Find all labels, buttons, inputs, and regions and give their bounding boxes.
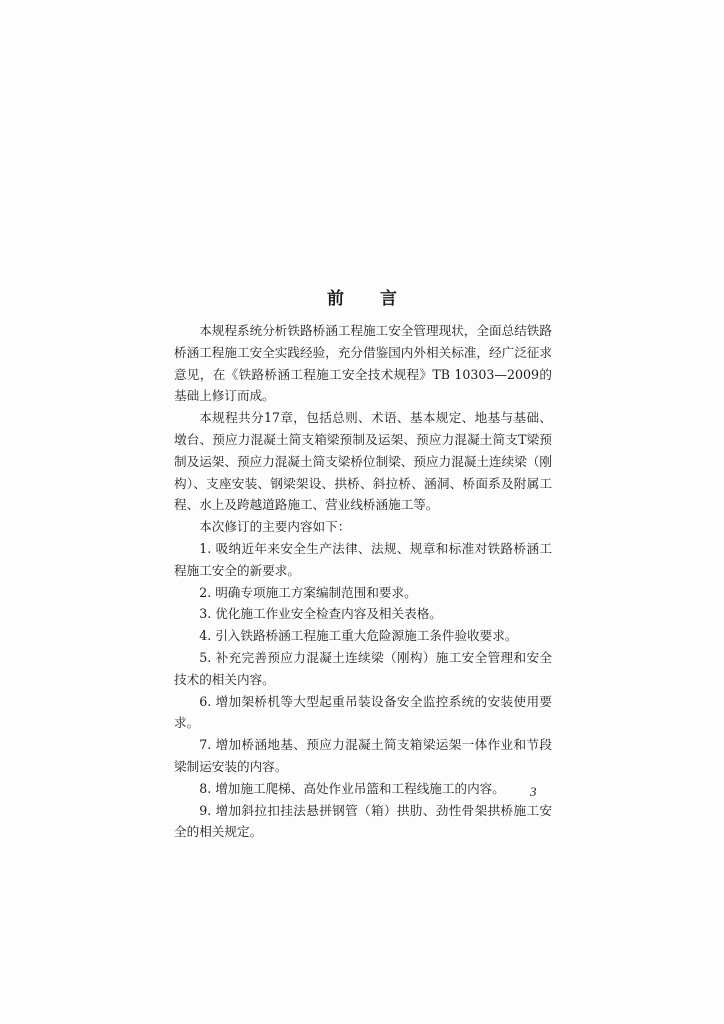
revision-item-7: 7. 增加桥涵地基、预应力混凝土简支箱梁运架一体作业和节段梁制运安装的内容。 (174, 737, 552, 774)
title-char-2: 言 (380, 289, 397, 309)
preface-body (174, 320, 552, 843)
revision-item-6: 6. 增加架桥机等大型起重吊装设备安全监控系统的安装使用要求。 (174, 693, 552, 731)
page-number: 3 (530, 784, 537, 799)
revision-item-1: 1. 吸纳近年来安全生产法律、法规、规章和标准对铁路桥涵工程施工安全的新要求。 (174, 540, 552, 578)
title-char-1: 前 (327, 289, 344, 309)
revision-item-8: 8. 增加施工爬梯、高处作业吊篮和工程线施工的内容。 (199, 780, 505, 796)
revision-item-5: 5. 补充完善预应力混凝土连续梁（刚构）施工安全管理和安全技术的相关内容。 (174, 649, 552, 687)
paragraph-scope: 本规程共分17章，包括总则、术语、基本规定、地基与基础、墩台、预应力混凝土简支箱梁预制及运架、预应力混凝土简支T梁预制及运架、预应力混凝土简支梁桥位制梁、预应力混凝土连续梁（刚构）、支座安装、钢梁架设、拱桥、斜拉桥、涵洞、桥面系及附属工程、水上及跨越道路施工、营业线桥涵施工等。 (174, 410, 552, 513)
revision-item-3: 3. 优化施工作业安全检查内容及相关表格。 (199, 606, 442, 622)
revision-item-4: 4. 引入铁路桥涵工程施工重大危险源施工条件验收要求。 (199, 628, 518, 644)
page-title (0, 284, 724, 309)
revision-item-9: 9. 增加斜拉扣挂法悬拼钢管（箱）拱肋、劲性骨架拱桥施工安全的相关规定。 (174, 802, 552, 840)
paragraph-revision-lead: 本次修订的主要内容如下： (199, 519, 351, 535)
revision-item-2: 2. 明确专项施工方案编制范围和要求。 (199, 584, 417, 600)
paragraph-intro: 本规程系统分析铁路桥涵工程施工安全管理现状，全面总结铁路桥涵工程施工安全实践经验，充分借鉴国内外相关标准，经广泛征求意见，在《铁路桥涵工程施工安全技术规程》TB 10303—2009的基础上修订而成。 (174, 323, 552, 404)
